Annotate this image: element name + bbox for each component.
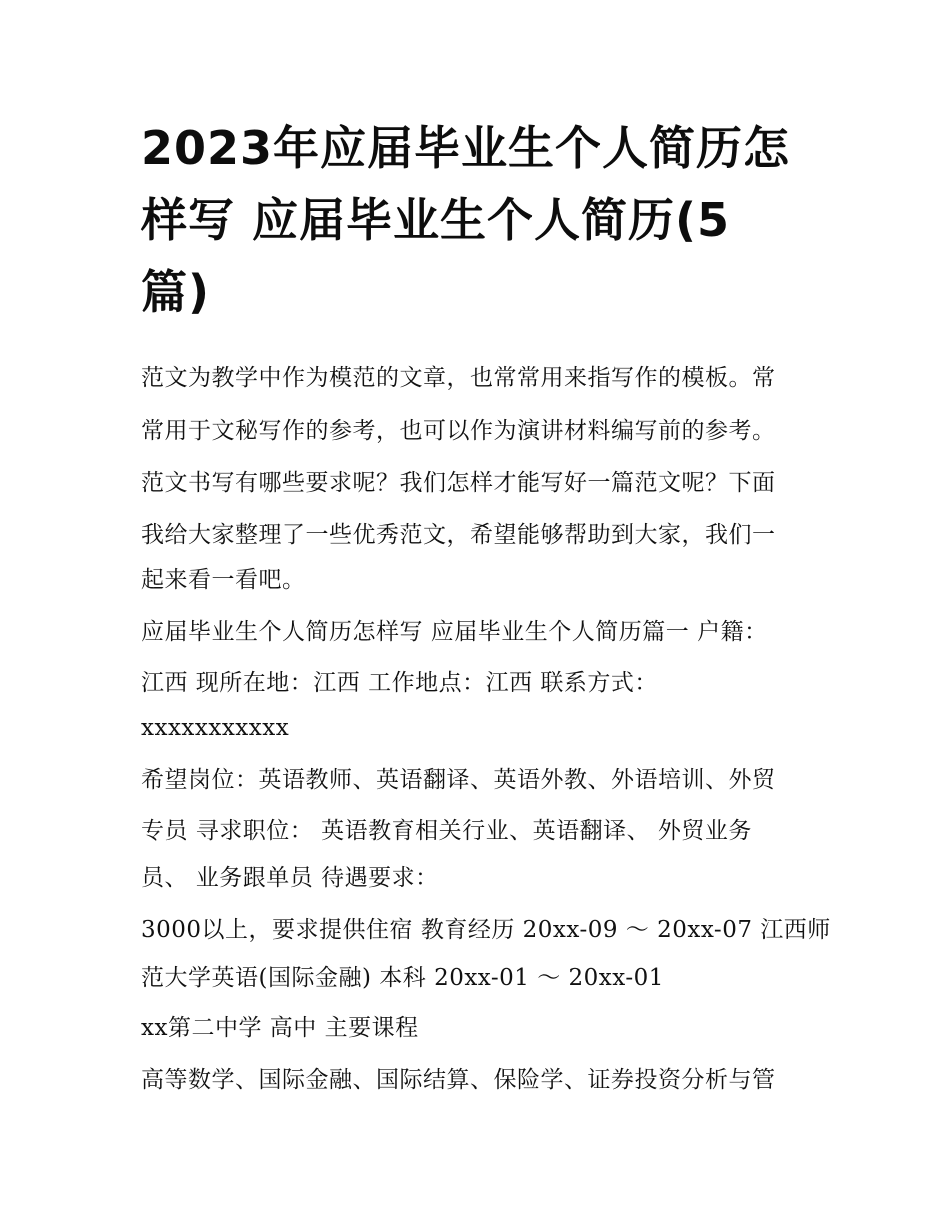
title-line: 2023年应届毕业生个人简历怎 <box>141 121 791 175</box>
body-text-line: 范文为教学中作为模范的文章，也常常用来指写作的模板。常 <box>141 365 776 391</box>
body-text-line: 常用于文秘写作的参考，也可以作为演讲材料编写前的参考。 <box>141 418 776 444</box>
body-text-line: 高等数学、国际金融、国际结算、保险学、证券投资分析与管 <box>141 1067 776 1093</box>
title-line: 样写 应届毕业生个人简历(5 <box>141 193 731 247</box>
body-text-line: 3000以上，要求提供住宿 教育经历 20xx-09 ～ 20xx-07 江西师 <box>141 917 831 943</box>
body-text-line: xxxxxxxxxxx <box>141 715 290 741</box>
body-text-line: 员、 业务跟单员 待遇要求： <box>141 865 439 891</box>
body-text-line: 江西 现所在地：江西 工作地点：江西 联系方式： <box>141 670 658 696</box>
body-text-line: xx第二中学 高中 主要课程 <box>141 1015 419 1041</box>
body-text-line: 希望岗位：英语教师、英语翻译、英语外教、外语培训、外贸 <box>141 767 776 793</box>
body-text-line: 范大学英语(国际金融) 本科 20xx-01 ～ 20xx-01 <box>141 965 664 991</box>
body-text-line: 起来看一看吧。 <box>141 567 306 593</box>
body-text-line: 应届毕业生个人简历怎样写 应届毕业生个人简历篇一 户籍： <box>141 619 768 645</box>
document-title <box>141 112 821 328</box>
body-text-line: 范文书写有哪些要求呢？我们怎样才能写好一篇范文呢？下面 <box>141 470 776 496</box>
body-text-line: 我给大家整理了一些优秀范文，希望能够帮助到大家，我们一 <box>141 522 776 548</box>
body-text-line: 专员 寻求职位： 英语教育相关行业、英语翻译、 外贸业务 <box>141 818 752 844</box>
title-line: 篇) <box>141 265 211 319</box>
